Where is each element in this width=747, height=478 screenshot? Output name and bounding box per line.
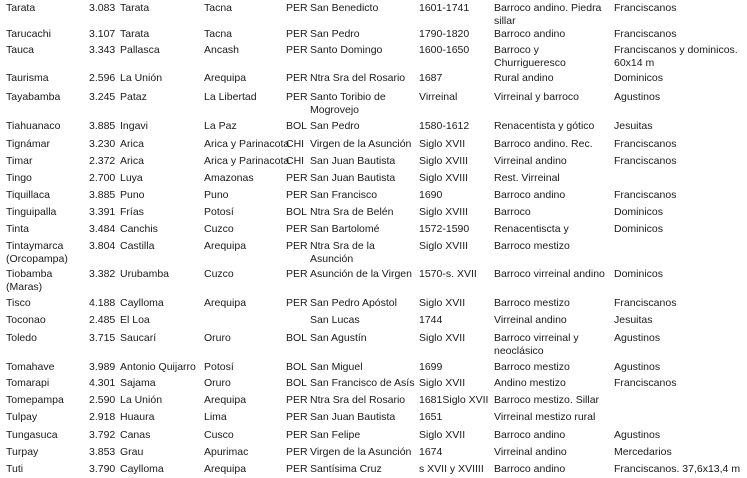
place-name-cell: Toconao	[6, 314, 46, 326]
religious-order-cell: Franciscanos	[614, 377, 677, 389]
place-name-cell: Tiahuanaco	[6, 120, 61, 132]
religious-order-cell: Franciscanos	[614, 189, 677, 201]
place-name-cell: Tignámar	[6, 138, 50, 150]
church-name-cell: San Lucas	[310, 314, 360, 326]
region-cell: Apurimac	[204, 446, 249, 458]
architectural-style-cell: Barroco andino	[494, 28, 566, 40]
country-code-cell: PER	[286, 411, 308, 423]
altitude-cell: 3.885	[89, 120, 116, 132]
religious-order-cell: Franciscanos	[614, 138, 677, 150]
province-cell: Ingavi	[120, 120, 149, 132]
date-range-cell: Siglo XVIII	[419, 206, 469, 218]
church-name-cell: Virgen de la Asunción	[310, 446, 412, 458]
date-range-cell: Siglo XVIII	[419, 172, 469, 184]
place-name-cell: Tomahave	[6, 361, 55, 373]
place-name-cell: Tomepampa	[6, 394, 64, 406]
country-code-cell: CHI	[286, 155, 305, 167]
altitude-cell: 3.853	[89, 446, 116, 458]
place-name-cell: Tauca	[6, 44, 35, 56]
church-name-cell: San Pedro Apóstol	[310, 297, 397, 309]
architectural-style-cell: Barroco andino. Rec.	[494, 138, 593, 150]
region-cell: Potosí	[204, 361, 234, 373]
architectural-style-cell: Barroco mestizo	[494, 240, 570, 252]
altitude-cell: 3.989	[89, 361, 116, 373]
religious-order-cell: Franciscanos	[614, 28, 677, 40]
date-range-cell: Siglo XVII	[419, 377, 466, 389]
altitude-cell: 3.107	[89, 28, 116, 40]
church-name-cell: San Bartolomé	[310, 223, 380, 235]
place-name-cell: Toledo	[6, 332, 37, 344]
region-cell: Lima	[204, 411, 227, 423]
religious-order-cell: Franciscanos	[614, 155, 677, 167]
religious-order-cell: Mercedarios	[614, 446, 672, 458]
architectural-style-cell: Barroco andino	[494, 429, 566, 441]
architectural-style-cell: Virreinal y barroco	[494, 91, 580, 103]
province-cell: Pataz	[120, 91, 147, 103]
altitude-cell: 3.343	[89, 44, 116, 56]
country-code-cell: PER	[286, 28, 308, 40]
place-name-cell: Tinguipalla	[6, 206, 57, 218]
religious-order-cell: Franciscanos	[614, 297, 677, 309]
country-code-cell: BOL	[286, 206, 308, 218]
church-name-cell: San Benedicto	[310, 2, 379, 14]
date-range-cell: Siglo XVII	[419, 429, 466, 441]
date-range-cell: 1600-1650	[419, 44, 470, 56]
country-code-cell: PER	[286, 429, 308, 441]
place-name-cell: Tintaymarca (Orcopampa)	[6, 240, 68, 265]
province-cell: Canchis	[120, 223, 158, 235]
country-code-cell: PER	[286, 189, 308, 201]
place-name-cell: Tarucachi	[6, 28, 51, 40]
province-cell: Saucarí	[120, 332, 157, 344]
province-cell: Luya	[120, 172, 143, 184]
architectural-style-cell: Renacentiscta y	[494, 223, 569, 235]
date-range-cell: Siglo XVII	[419, 138, 466, 150]
place-name-cell: Tungasuca	[6, 429, 58, 441]
church-name-cell: Asunción de la Virgen	[310, 268, 412, 280]
country-code-cell: BOL	[286, 361, 308, 373]
province-cell: Urubamba	[120, 268, 170, 280]
country-code-cell: BOL	[286, 377, 308, 389]
altitude-cell: 2.700	[89, 172, 116, 184]
province-cell: La Unión	[120, 394, 163, 406]
religious-order-cell: Franciscanos	[614, 2, 677, 14]
architectural-style-cell: Barroco y Churrigueresco	[494, 44, 566, 69]
altitude-cell: 2.372	[89, 155, 116, 167]
architectural-style-cell: Virreinal andino	[494, 155, 567, 167]
place-name-cell: Tisco	[6, 297, 31, 309]
altitude-cell: 3.083	[89, 2, 116, 14]
church-name-cell: Ntra Sra del Rosario	[310, 72, 406, 84]
province-cell: Canas	[120, 429, 151, 441]
church-name-cell: San Juan Bautista	[310, 411, 396, 423]
region-cell: Arica y Parinacota	[204, 138, 290, 150]
region-cell: Puno	[204, 189, 229, 201]
altitude-cell: 3.804	[89, 240, 116, 252]
country-code-cell: PER	[286, 240, 308, 252]
region-cell: Arequipa	[204, 240, 247, 252]
architectural-style-cell: Barroco andino	[494, 189, 566, 201]
architectural-style-cell: Barroco andino. Piedra sillar	[494, 2, 602, 27]
date-range-cell: 1690	[419, 189, 443, 201]
country-code-cell: CHI	[286, 138, 305, 150]
date-range-cell: 1790-1820	[419, 28, 470, 40]
region-cell: Potosí	[204, 206, 234, 218]
region-cell: Cuzco	[204, 223, 234, 235]
architectural-style-cell: Barroco virreinal andino	[494, 268, 605, 280]
date-range-cell: 1744	[419, 314, 443, 326]
province-cell: Sajama	[120, 377, 156, 389]
date-range-cell: 1570-s. XVII	[419, 268, 477, 280]
religious-order-cell: Agustinos	[614, 361, 661, 373]
province-cell: Castilla	[120, 240, 155, 252]
church-name-cell: San Pedro	[310, 120, 360, 132]
church-name-cell: Santo Domingo	[310, 44, 383, 56]
altitude-cell: 3.230	[89, 138, 116, 150]
country-code-cell: PER	[286, 91, 308, 103]
architectural-style-cell: Rest. Virreinal	[494, 172, 560, 184]
region-cell: Arequipa	[204, 72, 247, 84]
date-range-cell: Siglo XVII	[419, 332, 466, 344]
region-cell: Arequipa	[204, 463, 247, 475]
church-name-cell: San Agustín	[310, 332, 367, 344]
date-range-cell: 1580-1612	[419, 120, 470, 132]
country-code-cell: PER	[286, 268, 308, 280]
country-code-cell: PER	[286, 446, 308, 458]
province-cell: Grau	[120, 446, 144, 458]
region-cell: Ancash	[204, 44, 240, 56]
church-name-cell: San Juan Bautista	[310, 155, 396, 167]
religious-order-cell: Jesuitas	[614, 314, 653, 326]
altitude-cell: 2.485	[89, 314, 116, 326]
altitude-cell: 3.382	[89, 268, 116, 280]
place-name-cell: Tingo	[6, 172, 32, 184]
date-range-cell: Virreinal	[419, 91, 458, 103]
religious-order-cell: Agustinos	[614, 332, 661, 344]
altitude-cell: 2.590	[89, 394, 116, 406]
church-name-cell: Virgen de la Asunción	[310, 138, 412, 150]
religious-order-cell: Dominicos	[614, 72, 664, 84]
region-cell: La Libertad	[204, 91, 257, 103]
architectural-style-cell: Virreinal mestizo rural	[494, 411, 596, 423]
province-cell: Arica	[120, 155, 144, 167]
region-cell: Arica y Parinacota	[204, 155, 290, 167]
region-cell: Cuzco	[204, 268, 234, 280]
country-code-cell: PER	[286, 297, 308, 309]
province-cell: Pallasca	[120, 44, 160, 56]
altitude-cell: 3.715	[89, 332, 116, 344]
religious-order-cell: Dominicos	[614, 268, 664, 280]
place-name-cell: Tinta	[6, 223, 29, 235]
architectural-style-cell: Rural andino	[494, 72, 554, 84]
altitude-cell: 3.792	[89, 429, 116, 441]
country-code-cell: PER	[286, 2, 308, 14]
religious-order-cell: Franciscanos y dominicos. 60x14 m	[614, 44, 738, 69]
altitude-cell: 2.918	[89, 411, 116, 423]
church-name-cell: San Miguel	[310, 361, 363, 373]
altitude-cell: 3.391	[89, 206, 116, 218]
altitude-cell: 4.301	[89, 377, 116, 389]
architectural-style-cell: Barroco mestizo. Sillar	[494, 394, 600, 406]
altitude-cell: 2.596	[89, 72, 116, 84]
date-range-cell: Siglo XVII	[419, 297, 466, 309]
country-code-cell: PER	[286, 394, 308, 406]
country-code-cell: PER	[286, 223, 308, 235]
country-code-cell: PER	[286, 44, 308, 56]
altitude-cell: 3.245	[89, 91, 116, 103]
architectural-style-cell: Barroco mestizo	[494, 297, 570, 309]
date-range-cell: 1572-1590	[419, 223, 470, 235]
church-name-cell: Santísima Cruz	[310, 463, 382, 475]
altitude-cell: 3.484	[89, 223, 116, 235]
church-name-cell: San Francisco de Asís	[310, 377, 415, 389]
date-range-cell: Siglo XVIII	[419, 240, 469, 252]
architectural-style-cell: Barroco virreinal y neoclásico	[494, 332, 579, 357]
province-cell: Antonio Quijarro	[120, 361, 196, 373]
architectural-style-cell: Renacentista y gótico	[494, 120, 595, 132]
church-name-cell: San Francisco	[310, 189, 378, 201]
date-range-cell: 1687	[419, 72, 443, 84]
church-name-cell: San Juan Bautista	[310, 172, 396, 184]
province-cell: Puno	[120, 189, 145, 201]
architectural-style-cell: Virreinal andino	[494, 314, 567, 326]
place-name-cell: Turpay	[6, 446, 39, 458]
architectural-style-cell: Virreinal andino	[494, 446, 567, 458]
region-cell: Oruro	[204, 377, 231, 389]
religious-order-cell: Agustinos	[614, 429, 661, 441]
date-range-cell: s XVII y XVIIII	[419, 463, 484, 475]
architectural-style-cell: Barroco	[494, 206, 531, 218]
date-range-cell: 1674	[419, 446, 443, 458]
church-name-cell: Santo Toribio de Mogrovejo	[310, 91, 386, 116]
region-cell: Oruro	[204, 332, 231, 344]
church-name-cell: Ntra Sra del Rosario	[310, 394, 406, 406]
region-cell: Cusco	[204, 429, 234, 441]
province-cell: Arica	[120, 138, 144, 150]
church-name-cell: San Felipe	[310, 429, 361, 441]
region-cell: Amazonas	[204, 172, 254, 184]
region-cell: Arequipa	[204, 394, 247, 406]
place-name-cell: Tulpay	[6, 411, 38, 423]
date-range-cell: 1601-1741	[419, 2, 470, 14]
place-name-cell: Tiquillaca	[6, 189, 50, 201]
religious-order-cell: Jesuitas	[614, 120, 653, 132]
date-range-cell: 1681Siglo XVII	[419, 394, 489, 406]
date-range-cell: Siglo XVIII	[419, 155, 469, 167]
region-cell: La Paz	[204, 120, 237, 132]
province-cell: Caylloma	[120, 297, 164, 309]
place-name-cell: Tomarapi	[6, 377, 50, 389]
architectural-style-cell: Andino mestizo	[494, 377, 566, 389]
province-cell: Caylloma	[120, 463, 164, 475]
religious-order-cell: Dominicos	[614, 206, 664, 218]
altitude-cell: 4.188	[89, 297, 116, 309]
country-code-cell: PER	[286, 463, 308, 475]
date-range-cell: 1651	[419, 411, 443, 423]
region-cell: Arequipa	[204, 297, 247, 309]
religious-order-cell: Dominicos	[614, 223, 664, 235]
religious-order-cell: Franciscanos. 37,6x13,4 m	[614, 463, 741, 475]
church-name-cell: Ntra Sra de Belén	[310, 206, 394, 218]
province-cell: La Unión	[120, 72, 163, 84]
place-name-cell: Tuti	[6, 463, 24, 475]
altitude-cell: 3.885	[89, 189, 116, 201]
province-cell: Huaura	[120, 411, 155, 423]
country-code-cell: PER	[286, 72, 308, 84]
place-name-cell: Tiobamba (Maras)	[6, 268, 53, 293]
place-name-cell: Tarata	[6, 2, 36, 14]
province-cell: Tarata	[120, 2, 150, 14]
church-name-cell: Ntra Sra de la Asunción	[310, 240, 375, 265]
country-code-cell: PER	[286, 172, 308, 184]
architectural-style-cell: Barroco andino	[494, 463, 566, 475]
province-cell: Frías	[120, 206, 144, 218]
place-name-cell: Taurisma	[6, 72, 49, 84]
country-code-cell: BOL	[286, 120, 308, 132]
region-cell: Tacna	[204, 2, 233, 14]
altitude-cell: 3.790	[89, 463, 116, 475]
country-code-cell: BOL	[286, 332, 308, 344]
architectural-style-cell: Barroco mestizo	[494, 361, 570, 373]
church-name-cell: San Pedro	[310, 28, 360, 40]
province-cell: El Loa	[120, 314, 150, 326]
date-range-cell: 1699	[419, 361, 443, 373]
province-cell: Tarata	[120, 28, 150, 40]
religious-order-cell: Agustinos	[614, 91, 661, 103]
place-name-cell: Timar	[6, 155, 33, 167]
place-name-cell: Tayabamba	[6, 91, 61, 103]
region-cell: Tacna	[204, 28, 233, 40]
